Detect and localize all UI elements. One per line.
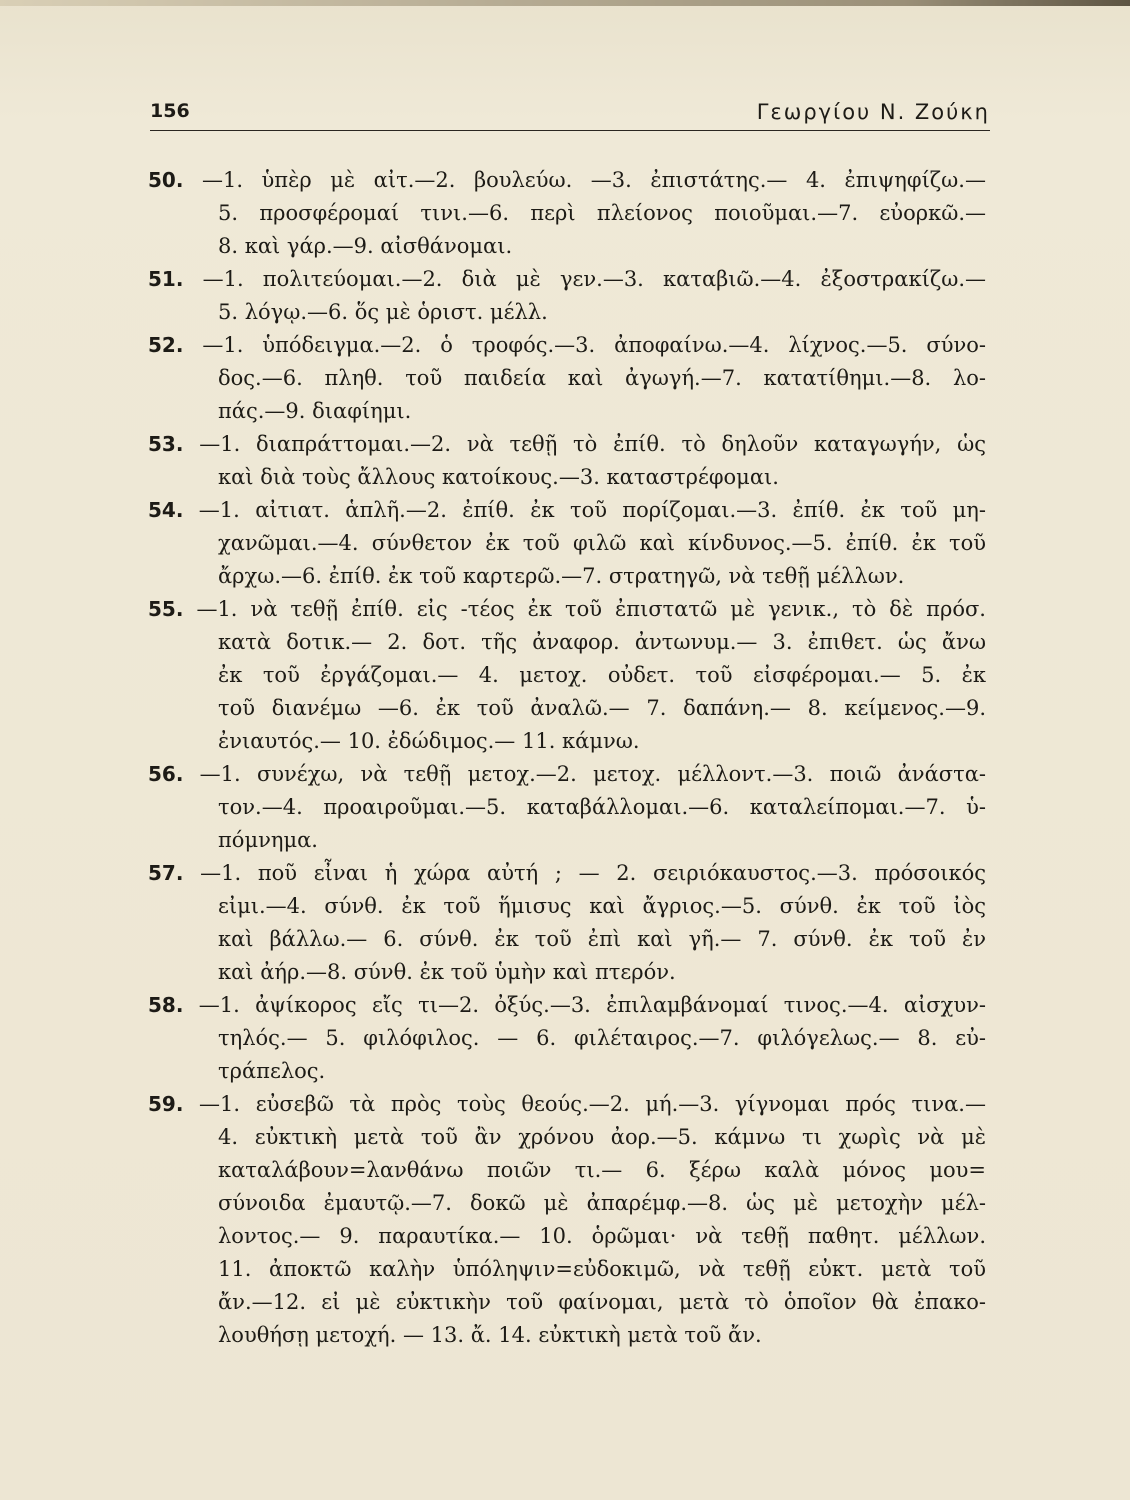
entry-line: [148, 923, 986, 956]
entry-line: [148, 197, 986, 230]
entry-line: [148, 857, 986, 890]
entry-number: 51.: [148, 267, 184, 291]
entry-text: καὶ διὰ τοὺς ἄλλους κατοίκους.—3. καταστρέφομαι.: [218, 465, 779, 489]
entry-number: 56.: [148, 762, 184, 786]
answer-key-list: [148, 164, 986, 1352]
entry-text: 11. ἀποκτῶ καλὴν ὑπόληψιν=εὐδοκιμῶ, νὰ τεθῇ εὐκτ. μετὰ τοῦ: [218, 1257, 986, 1281]
answer-entry: [148, 989, 986, 1088]
entry-text: —1. ὑπὲρ μὲ αἰτ.—2. βουλεύω. —3. ἐπιστάτης.— 4. ἐπιψηφίζω.—: [201, 168, 986, 192]
entry-text: πάς.—9. διαφίημι.: [218, 399, 412, 423]
entry-line: [148, 659, 986, 692]
entry-number: 59.: [148, 1092, 184, 1116]
entry-number: 50.: [148, 168, 184, 192]
page-top-edge: [0, 0, 1130, 6]
answer-entry: [148, 164, 986, 263]
entry-line: [148, 296, 986, 329]
answer-entry: [148, 428, 986, 494]
running-head: Γεωργίου Ν. Ζούκη: [756, 100, 990, 124]
entry-text: —1. πολιτεύομαι.—2. διὰ μὲ γεν.—3. καταβιῶ.—4. ἐξοστρακίζω.—: [202, 267, 986, 291]
entry-text: —1. ἀψίκορος εἴς τι—2. ὀξύς.—3. ἐπιλαμβάνομαί τινος.—4. αἰσχυν-: [198, 993, 986, 1017]
entry-text: καὶ βάλλω.— 6. σύνθ. ἐκ τοῦ ἐπὶ καὶ γῆ.— 7. σύνθ. ἐκ τοῦ ἐν: [218, 927, 986, 951]
entry-text: χανῶμαι.—4. σύνθετον ἐκ τοῦ φιλῶ καὶ κίνδυνος.—5. ἐπίθ. ἐκ τοῦ: [218, 531, 986, 555]
entry-line: [148, 329, 986, 362]
entry-text: —1. νὰ τεθῇ ἐπίθ. εἰς -τέος ἐκ τοῦ ἐπιστατῶ μὲ γενικ., τὸ δὲ πρόσ.: [196, 597, 986, 621]
entry-text: σύνοιδα ἐμαυτῷ.—7. δοκῶ μὲ ἀπαρέμφ.—8. ὡς μὲ μετοχὴν μέλ-: [218, 1191, 986, 1215]
answer-entry: [148, 494, 986, 593]
entry-text: ἐνιαυτός.— 10. ἐδώδιμος.— 11. κάμνω.: [218, 729, 640, 753]
entry-text: εἰμι.—4. σύνθ. ἐκ τοῦ ἥμισυς καὶ ἄγριος.—5. σύνθ. ἐκ τοῦ ἰὸς: [218, 894, 986, 918]
entry-line: [148, 230, 986, 263]
entry-text: —1. ὑπόδειγμα.—2. ὁ τροφός.—3. ἀποφαίνω.—4. λίχνος.—5. σύνο-: [202, 333, 986, 357]
entry-line: [148, 362, 986, 395]
entry-line: [148, 626, 986, 659]
entry-line: [148, 1022, 986, 1055]
entry-text: κατὰ δοτικ.— 2. δοτ. τῆς ἀναφορ. ἀντωνυμ.— 3. ἐπιθετ. ὡς ἄνω: [218, 630, 986, 654]
entry-line: [148, 494, 986, 527]
answer-entry: [148, 758, 986, 857]
entry-text: —1. συνέχω, νὰ τεθῇ μετοχ.—2. μετοχ. μέλλοντ.—3. ποιῶ ἀνάστα-: [199, 762, 986, 786]
entry-text: δος.—6. πληθ. τοῦ παιδεία καὶ ἀγωγή.—7. κατατίθημι.—8. λο-: [218, 366, 986, 390]
entry-text: τηλός.— 5. φιλόφιλος. — 6. φιλέταιρος.—7. φιλόγελως.— 8. εὐ-: [218, 1026, 986, 1050]
entry-line: [148, 791, 986, 824]
entry-text: ἐκ τοῦ ἐργάζομαι.— 4. μετοχ. οὐδετ. τοῦ εἰσφέρομαι.— 5. ἐκ: [218, 663, 986, 687]
entry-text: 4. εὐκτικὴ μετὰ τοῦ ἂν χρόνου ἀορ.—5. κάμνω τι χωρὶς νὰ μὲ: [218, 1125, 986, 1149]
entry-number: 58.: [148, 993, 184, 1017]
entry-text: τράπελος.: [218, 1059, 326, 1083]
entry-text: —1. ποῦ εἶναι ἡ χώρα αὐτή ; — 2. σειριόκαυστος.—3. πρόσοικός: [200, 861, 986, 885]
entry-line: [148, 758, 986, 791]
entry-number: 55.: [148, 597, 184, 621]
entry-line: [148, 164, 986, 197]
entry-line: [148, 527, 986, 560]
entry-text: λουθήσῃ μετοχή. — 13. ἄ. 14. εὐκτικὴ μετὰ τοῦ ἄν.: [218, 1323, 762, 1347]
entry-number: 57.: [148, 861, 184, 885]
entry-number: 53.: [148, 432, 184, 456]
entry-number: 52.: [148, 333, 184, 357]
entry-text: καταλάβουν=λανθάνω ποιῶν τι.— 6. ξέρω καλὰ μόνος μου=: [218, 1158, 986, 1182]
entry-line: [148, 692, 986, 725]
entry-line: [148, 428, 986, 461]
entry-text: λοντος.— 9. παραυτίκα.— 10. ὁρῶμαι· νὰ τεθῇ παθητ. μέλλων.: [218, 1224, 986, 1248]
entry-line: [148, 560, 986, 593]
answer-entry: [148, 1088, 986, 1352]
entry-line: [148, 263, 986, 296]
page-number: 156: [150, 100, 190, 122]
answer-entry: [148, 593, 986, 758]
entry-text: τοῦ διανέμω —6. ἐκ τοῦ ἀναλῶ.— 7. δαπάνη.— 8. κείμενος.—9.: [218, 696, 986, 720]
entry-line: [148, 1154, 986, 1187]
entry-line: [148, 1253, 986, 1286]
entry-text: καὶ ἀήρ.—8. σύνθ. ἐκ τοῦ ὑμὴν καὶ πτερόν.: [218, 960, 676, 984]
entry-text: —1. αἰτιατ. ἁπλῆ.—2. ἐπίθ. ἐκ τοῦ πορίζομαι.—3. ἐπίθ. ἐκ τοῦ μη-: [198, 498, 986, 522]
entry-line: [148, 824, 986, 857]
entry-line: [148, 956, 986, 989]
entry-line: [148, 1286, 986, 1319]
entry-line: [148, 1187, 986, 1220]
entry-line: [148, 1121, 986, 1154]
entry-line: [148, 461, 986, 494]
entry-text: —1. εὐσεβῶ τὰ πρὸς τοὺς θεούς.—2. μή.—3. γίγνομαι πρός τινα.—: [199, 1092, 986, 1116]
entry-text: 8. καὶ γάρ.—9. αἰσθάνομαι.: [218, 234, 513, 258]
entry-text: πόμνημα.: [218, 828, 318, 852]
entry-line: [148, 1319, 986, 1352]
answer-entry: [148, 857, 986, 989]
entry-text: ἄν.—12. εἰ μὲ εὐκτικὴν τοῦ φαίνομαι, μετὰ τὸ ὁποῖον θὰ ἐπακο-: [218, 1290, 986, 1314]
entry-line: [148, 395, 986, 428]
entry-line: [148, 1220, 986, 1253]
answer-entry: [148, 263, 986, 329]
entry-line: [148, 1055, 986, 1088]
entry-line: [148, 989, 986, 1022]
entry-text: τον.—4. προαιροῦμαι.—5. καταβάλλομαι.—6. καταλείπομαι.—7. ὑ-: [218, 795, 986, 819]
answer-entry: [148, 329, 986, 428]
entry-line: [148, 890, 986, 923]
entry-text: 5. λόγῳ.—6. ὅς μὲ ὁριστ. μέλλ.: [218, 300, 548, 324]
entry-text: —1. διαπράττομαι.—2. νὰ τεθῇ τὸ ἐπίθ. τὸ δηλοῦν καταγωγήν, ὡς: [199, 432, 986, 456]
entry-text: ἄρχω.—6. ἐπίθ. ἐκ τοῦ καρτερῶ.—7. στρατηγῶ, νὰ τεθῇ μέλλων.: [218, 564, 905, 588]
entry-text: 5. προσφέρομαί τινι.—6. περὶ πλείονος ποιοῦμαι.—7. εὐορκῶ.—: [218, 201, 986, 225]
entry-line: [148, 725, 986, 758]
entry-line: [148, 593, 986, 626]
page-header: [150, 96, 990, 131]
entry-line: [148, 1088, 986, 1121]
entry-number: 54.: [148, 498, 184, 522]
